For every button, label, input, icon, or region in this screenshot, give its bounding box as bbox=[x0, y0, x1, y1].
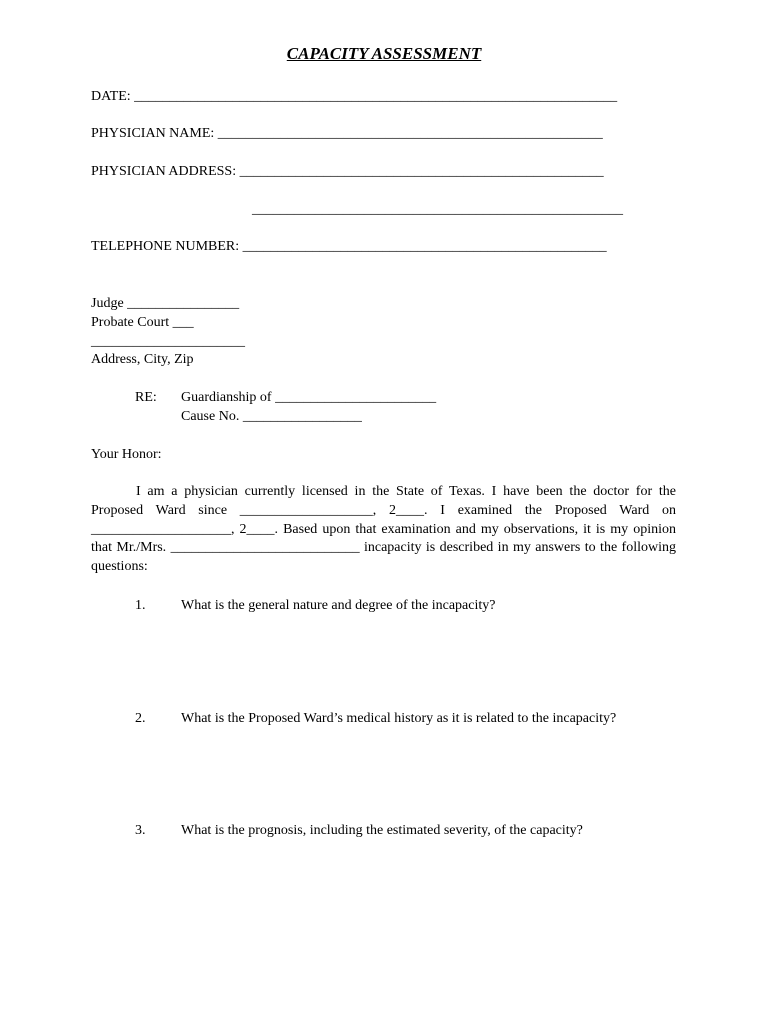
physician-name-field: PHYSICIAN NAME: _______________________________________________________ bbox=[91, 126, 603, 141]
document-title: CAPACITY ASSESSMENT bbox=[286, 44, 482, 63]
address-city-zip: Address, City, Zip bbox=[91, 352, 194, 367]
question-3-number: 3. bbox=[135, 823, 146, 838]
address-blank-line: ______________________ bbox=[91, 334, 245, 349]
physician-address-field: PHYSICIAN ADDRESS: ____________________________________________________ bbox=[91, 164, 604, 179]
question-1-number: 1. bbox=[135, 598, 146, 613]
date-field: DATE: _____________________________________________________________________ bbox=[91, 89, 618, 104]
probate-court-line: Probate Court ___ bbox=[91, 315, 194, 330]
body-paragraph bbox=[91, 483, 676, 577]
salutation: Your Honor: bbox=[91, 447, 162, 462]
cause-no-line: Cause No. _________________ bbox=[181, 409, 362, 424]
question-2-text: What is the Proposed Ward’s medical history as it is related to the incapacity? bbox=[181, 711, 617, 726]
physician-address-line2: _____________________________________________________ bbox=[252, 202, 623, 217]
question-2-number: 2. bbox=[135, 711, 146, 726]
question-1-text: What is the general nature and degree of the incapacity? bbox=[181, 598, 496, 613]
judge-line: Judge ________________ bbox=[91, 296, 240, 311]
guardianship-line: Guardianship of _______________________ bbox=[181, 390, 437, 405]
telephone-number-field: TELEPHONE NUMBER: ____________________________________________________ bbox=[91, 239, 607, 254]
re-label: RE: bbox=[135, 390, 157, 405]
body-paragraph-text: I am a physician currently licensed in the State of Texas. I have been the doctor for the Proposed Ward since ___________________, 2____. I examined the Proposed Ward on ____________________, 2____. Based upon that examination and my observations, it is my opinion that Mr./Mrs. ___________________________ incapacity is described in my answers to the following questions: bbox=[91, 484, 676, 575]
question-3-text: What is the prognosis, including the estimated severity, of the capacity? bbox=[181, 823, 583, 838]
